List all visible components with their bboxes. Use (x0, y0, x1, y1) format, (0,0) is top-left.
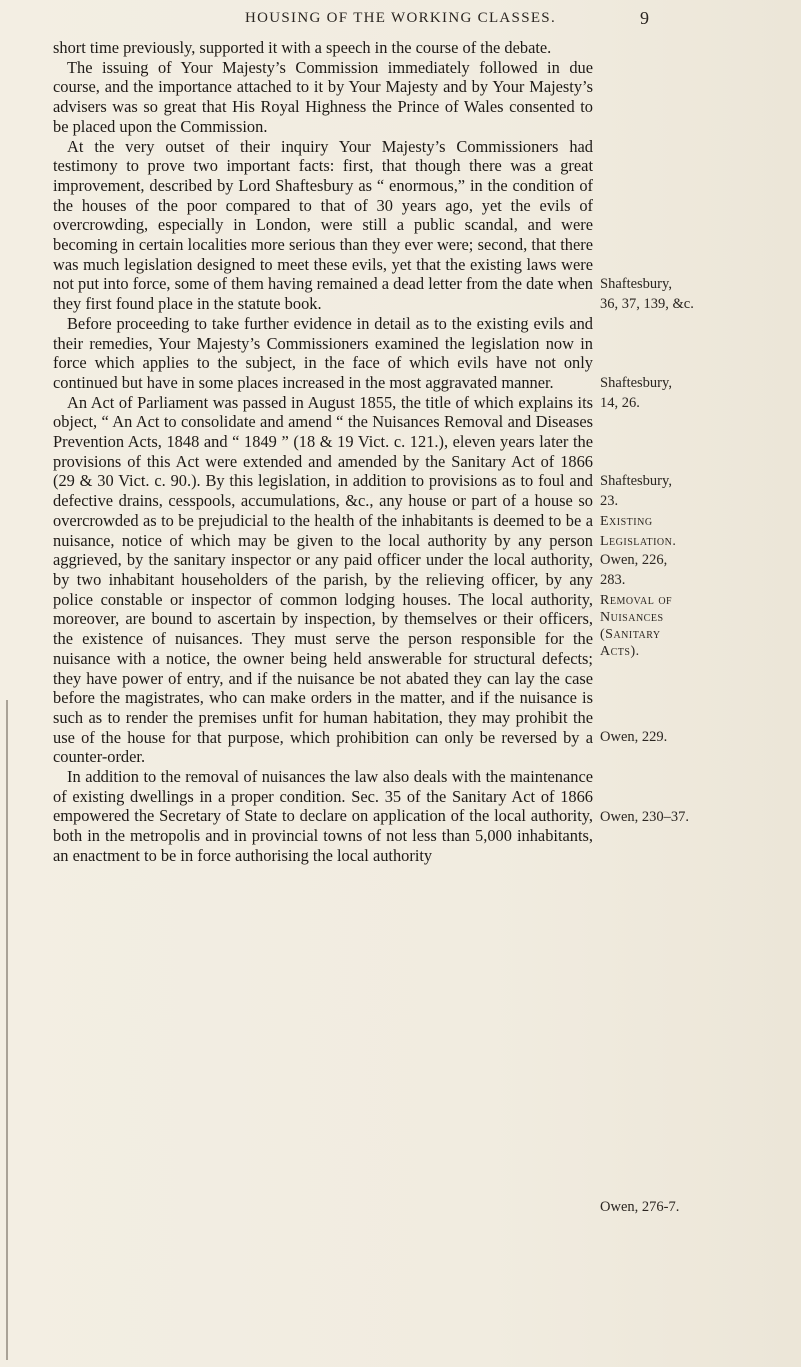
margin-note-shaftesbury-23: Shaftesbury, 23. (600, 473, 672, 509)
margin-note-owen-229: Owen, 229. (600, 729, 668, 745)
paragraph-5: An Act of Parliament was passed in August 1855, the title of which explains its object, “ An Act to consolidate and amend “ the Nuisances Removal and Diseases Prevention Acts, 1848 and “ 1849 ” (18 & 19 Vict. c. 121.), eleven years later the provisions of this Act were extended and amended by the Sanitary Act of 1866 (29 & 30 Vict. c. 90.). By this legislation, in addition to provisions as to foul and defective drains, cesspools, accumulations, &c., any house or part of a house so overcrowded as to be prejudicial to the health of the inhabitants is deemed to be a nuisance, notice of which may be given to the local authority by any person aggrieved, by the sanitary inspector or any paid officer under the local authority, by two inhabitant householders of the parish, by the relieving officer, by any police constable or inspector of common lodging houses. The local authority, moreover, are bound to ascertain by inspection, by themselves or their officers, the existence of nuisances. They must serve the person responsible for the nuisance with a notice, the owner being held answerable for structural defects; they have power of entry, and if the nuisance be not abated they can lay the case before the magistrates, who can make orders in the matter, and if the nuisance is such as to render the premises unfit for human habitation, they may prohibit the use of the house for that purpose, which prohibition can only be reversed by a counter-order. (53, 392, 593, 767)
page-header (0, 8, 801, 32)
paragraph-6: In addition to the removal of nuisances the law also deals with the maintenance of existing dwellings in a proper condition. Sec. 35 of the Sanitary Act of 1866 empowered the Secretary of State to declare on application of the local authority, both in the metropolis and in provincial towns of not less than 5,000 inhabitants, an enactment to be in force authorising the local authority (53, 767, 593, 865)
scan-shadow-line (6, 700, 8, 1360)
paragraph-1: short time previously, supported it with a speech in the course of the debate. (53, 38, 552, 57)
margin-note-removal-of-nuisances: Removal of Nuisances (Sanitary Acts). (600, 593, 673, 659)
paragraph-4: Before proceeding to take further evidence in detail as to the existing evils and their remedies, Your Majesty’s Commissioners examined the legislation now in force which applies to the subject, in the face of which evils have not only continued but have in some places increased in the most aggravated manner. (53, 313, 593, 392)
paragraph-2: The issuing of Your Majesty’s Commission immediately followed in due course, and the importance attached to it by Your Majesty and by Your Majesty’s advisers was so great that His Royal Highness the Prince of Wales consented to be placed upon the Commission. (53, 57, 593, 136)
paragraph-3: At the very outset of their inquiry Your Majesty’s Commissioners had testimony to prove two important facts: first, that though there was a great improvement, described by Lord Shaftesbury as “ enormous,” in the condition of the houses of the poor compared to that of 30 years ago, yet the evils of overcrowding, especially in London, were still a public scandal, and were becoming in certain localities more serious than they ever were; second, that there was much legislation designed to meet these evils, yet that the existing laws were not put into force, some of them having remained a dead letter from the date when they first found place in the statute book. (53, 136, 593, 314)
margin-note-existing-legislation: Existing Legislation. (600, 514, 677, 549)
body-text (53, 38, 593, 866)
margin-note-shaftesbury-36: Shaftesbury, 36, 37, 139, &c. (600, 276, 694, 312)
margin-note-owen-276: Owen, 276-7. (600, 1199, 680, 1215)
margin-note-shaftesbury-14: Shaftesbury, 14, 26. (600, 375, 672, 411)
running-head: HOUSING OF THE WORKING CLASSES. (244, 10, 557, 26)
page-number: 9 (640, 8, 649, 28)
margin-note-owen-226: Owen, 226, 283. (600, 552, 668, 588)
margin-note-owen-230: Owen, 230–37. (600, 809, 690, 825)
